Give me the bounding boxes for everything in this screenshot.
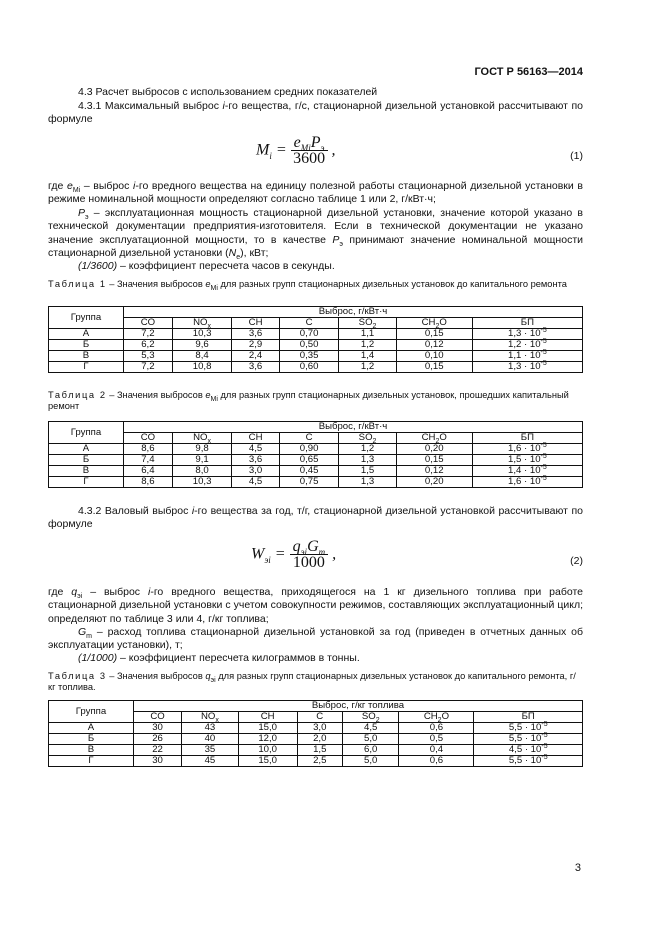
value-cell: 40 [182,734,239,745]
definition-gm: $G_m$ – расход топлива стационарной дизельной установкой за год (приведен в отчетных данных об эксплуатации установки), т; [48,626,583,652]
column-header-6: БП [472,318,582,329]
group-cell: Г [49,477,124,488]
group-cell: Б [49,340,124,351]
column-header-5: $CH_2O$ [396,318,472,329]
formula-1: $M_i$ = $\frac{e_{Mi}P_э}{3600}$ , [256,134,336,168]
value-cell: 35 [182,745,239,756]
value-cell: 5,3 [124,351,173,362]
value-cell: 0,20 [396,477,472,488]
column-header-row [49,318,583,329]
value-cell: $1,3 \cdot 10^{-5}$ [472,362,582,373]
value-cell: 15,0 [238,723,297,734]
column-header-2: CH [232,433,279,444]
table-body [49,326,583,373]
value-cell: 4,5 [232,477,279,488]
paragraph-4-3-1: 4.3.1 Максимальный выброс i-го вещества, г/с, стационарной дизельной установкой рассчитывают по формуле [48,100,583,126]
column-header-3: C [279,433,339,444]
definition-coef-3600: (1/3600) – коэффициент пересчета часов в секунды. [78,260,335,272]
value-cell: 22 [134,745,182,756]
table-2-caption: Таблица 2 – Значения выбросов $e_{Mi}$ для разных групп стационарных дизельных установок, прошедших капитальный ремонт [48,390,569,411]
table-row [49,477,583,488]
page-number: 3 [574,862,581,874]
value-cell: 10,0 [238,745,297,756]
value-cell: $5,5 \cdot 10^{-5}$ [474,734,583,745]
column-header-2: CH [238,712,297,723]
table-body [49,720,583,767]
table-row [49,734,583,745]
column-header-6: БП [474,712,583,723]
column-header-5: $CH_2O$ [399,712,474,723]
group-cell: Г [49,362,124,373]
column-header-4: $SO_2$ [342,712,398,723]
value-cell: 0,6 [399,756,474,767]
value-cell: 0,12 [396,466,472,477]
column-header-3: C [297,712,342,723]
value-cell: 1,1 [339,329,396,340]
value-cell: 5,0 [342,734,398,745]
value-cell: 12,0 [238,734,297,745]
value-cell: $1,6 \cdot 10^{-5}$ [472,444,582,455]
column-header-3: C [279,318,339,329]
value-cell: 0,15 [396,455,472,466]
column-header-row [49,433,583,444]
value-cell: 8,6 [124,477,173,488]
value-cell: 1,2 [339,340,396,351]
value-cell: 3,6 [232,455,279,466]
table-row [49,340,583,351]
formula-2-number: (2) [570,555,583,567]
table-row [49,444,583,455]
value-cell: $1,3 \cdot 10^{-5}$ [472,329,582,340]
table-row [49,351,583,362]
column-header-1: $NO_x$ [172,318,232,329]
value-cell: 9,1 [172,455,232,466]
value-cell: $4,5 \cdot 10^{-5}$ [474,745,583,756]
value-cell: 6,4 [124,466,173,477]
group-cell: Г [49,756,134,767]
value-cell: 1,3 [339,477,396,488]
column-header-6: БП [472,433,582,444]
value-cell: 0,12 [396,340,472,351]
value-cell: 10,3 [172,329,232,340]
group-cell: В [49,351,124,362]
value-cell: 7,2 [124,329,173,340]
value-cell: $1,6 \cdot 10^{-5}$ [472,477,582,488]
value-cell: 3,6 [232,362,279,373]
table-row [49,756,583,767]
table-3 [48,700,583,767]
value-cell: 0,4 [399,745,474,756]
formula-1-number: (1) [570,150,583,162]
section-title: 4.3 Расчет выбросов с использованием средних показателей [78,86,378,98]
value-cell: 0,15 [396,362,472,373]
value-cell: $1,1 \cdot 10^{-5}$ [472,351,582,362]
value-cell: 0,60 [279,362,339,373]
formula-2: $W_{эi}$ = $\frac{q_{эi}G_m}{1000}$ , [251,538,337,572]
paragraph-4-3-2: 4.3.2 Валовый выброс i-го вещества за год, т/г, стационарной дизельной установкой рассчитывают по формуле [48,505,583,531]
value-cell: $1,5 \cdot 10^{-5}$ [472,455,582,466]
value-cell: $1,4 \cdot 10^{-5}$ [472,466,582,477]
value-cell: $5,5 \cdot 10^{-5}$ [474,756,583,767]
value-cell: 0,6 [399,723,474,734]
document-standard-header: ГОСТ Р 56163—2014 [474,66,583,78]
column-header-5: $CH_2O$ [396,433,472,444]
value-cell: 0,10 [396,351,472,362]
column-header-2: CH [232,318,279,329]
value-cell: 2,5 [297,756,342,767]
definition-emi: где $e_{Mi}$ – выброс i-го вредного вещества на единицу полезной работы стационарной дизельной установки в режиме номинальной мощности определяют согласно таблице 1 или 2, г/кВт·ч; [48,180,583,206]
table-row [49,466,583,477]
value-cell: 3,0 [232,466,279,477]
value-cell: 0,35 [279,351,339,362]
value-cell: 45 [182,756,239,767]
table-row [49,329,583,340]
group-cell: В [49,745,134,756]
value-cell: 0,5 [399,734,474,745]
value-cell: 10,3 [172,477,232,488]
emission-header: Выброс, г/кВт·ч [124,307,583,318]
value-cell: 0,50 [279,340,339,351]
table-3-caption: Таблица 3 – Значения выбросов $q_{эi}$ для разных групп стационарных дизельных установок до капитального ремонта, г/кг топлива. [48,671,576,692]
value-cell: 6,2 [124,340,173,351]
value-cell: 3,6 [232,329,279,340]
group-cell: Б [49,734,134,745]
value-cell: 1,5 [339,466,396,477]
value-cell: 4,5 [232,444,279,455]
column-header-0: CO [124,318,173,329]
group-cell: А [49,444,124,455]
value-cell: 7,2 [124,362,173,373]
value-cell: 9,8 [172,444,232,455]
value-cell: $5,5 \cdot 10^{-5}$ [474,723,583,734]
value-cell: 1,5 [297,745,342,756]
value-cell: 30 [134,723,182,734]
value-cell: 30 [134,756,182,767]
column-header-4: $SO_2$ [339,433,396,444]
table-1-caption: Таблица 1 – Значения выбросов $e_{Mi}$ для разных групп стационарных дизельных установок до капитального ремонта [48,279,567,292]
value-cell: 0,20 [396,444,472,455]
value-cell: 1,2 [339,444,396,455]
value-cell: 2,0 [297,734,342,745]
emission-header: Выброс, г/кВт·ч [124,422,583,433]
table-2 [48,421,583,488]
group-header: Группа [49,307,124,329]
definition-pe: $P_э$ – эксплуатационная мощность стационарной дизельной установки, значение которой указано в технической документации предприятия-изготовителя. Если в технической документации не указано значение эксплуатационной мощности, то в качестве $P_э$ принимают значение номинальной мощности стационарной дизельной установки $(N_e)$, кВт; [48,207,583,262]
value-cell: 0,65 [279,455,339,466]
value-cell: 9,6 [172,340,232,351]
group-cell: В [49,466,124,477]
value-cell: 0,45 [279,466,339,477]
value-cell: 5,0 [342,756,398,767]
table-row [49,455,583,466]
group-header: Группа [49,422,124,444]
value-cell: 0,75 [279,477,339,488]
value-cell: 2,4 [232,351,279,362]
value-cell: 2,9 [232,340,279,351]
table-row [49,362,583,373]
column-header-0: CO [124,433,173,444]
group-cell: Б [49,455,124,466]
value-cell: 15,0 [238,756,297,767]
value-cell: 1,4 [339,351,396,362]
table-row [49,745,583,756]
value-cell: 43 [182,723,239,734]
value-cell: 3,0 [297,723,342,734]
value-cell: 7,4 [124,455,173,466]
group-cell: А [49,723,134,734]
value-cell: 6,0 [342,745,398,756]
value-cell: 0,15 [396,329,472,340]
value-cell: 10,8 [172,362,232,373]
value-cell: 26 [134,734,182,745]
column-header-1: $NO_x$ [172,433,232,444]
group-header: Группа [49,701,134,723]
table-1 [48,306,583,373]
value-cell: 0,90 [279,444,339,455]
value-cell: 0,70 [279,329,339,340]
value-cell: 1,3 [339,455,396,466]
emission-header: Выброс, г/кг топлива [134,701,583,712]
value-cell: 8,0 [172,466,232,477]
column-header-0: CO [134,712,182,723]
group-cell: А [49,329,124,340]
value-cell: 8,4 [172,351,232,362]
definition-coef-1000: (1/1000) – коэффициент пересчета килограммов в тонны. [78,652,360,664]
table-row [49,723,583,734]
value-cell: 8,6 [124,444,173,455]
value-cell: 1,2 [339,362,396,373]
value-cell: $1,2 \cdot 10^{-5}$ [472,340,582,351]
value-cell: 4,5 [342,723,398,734]
table-body [49,441,583,488]
column-header-1: $NO_x$ [182,712,239,723]
column-header-4: $SO_2$ [339,318,396,329]
definition-qei: где $q_{эi}$ – выброс i-го вредного вещества, приходящегося на 1 кг дизельного топлива при работе стационарной дизельной установки с учетом совокупности режимов, составляющих эксплуатационный цикл; определяют по таблице 3 или 4, г/кг топлива; [48,586,583,625]
